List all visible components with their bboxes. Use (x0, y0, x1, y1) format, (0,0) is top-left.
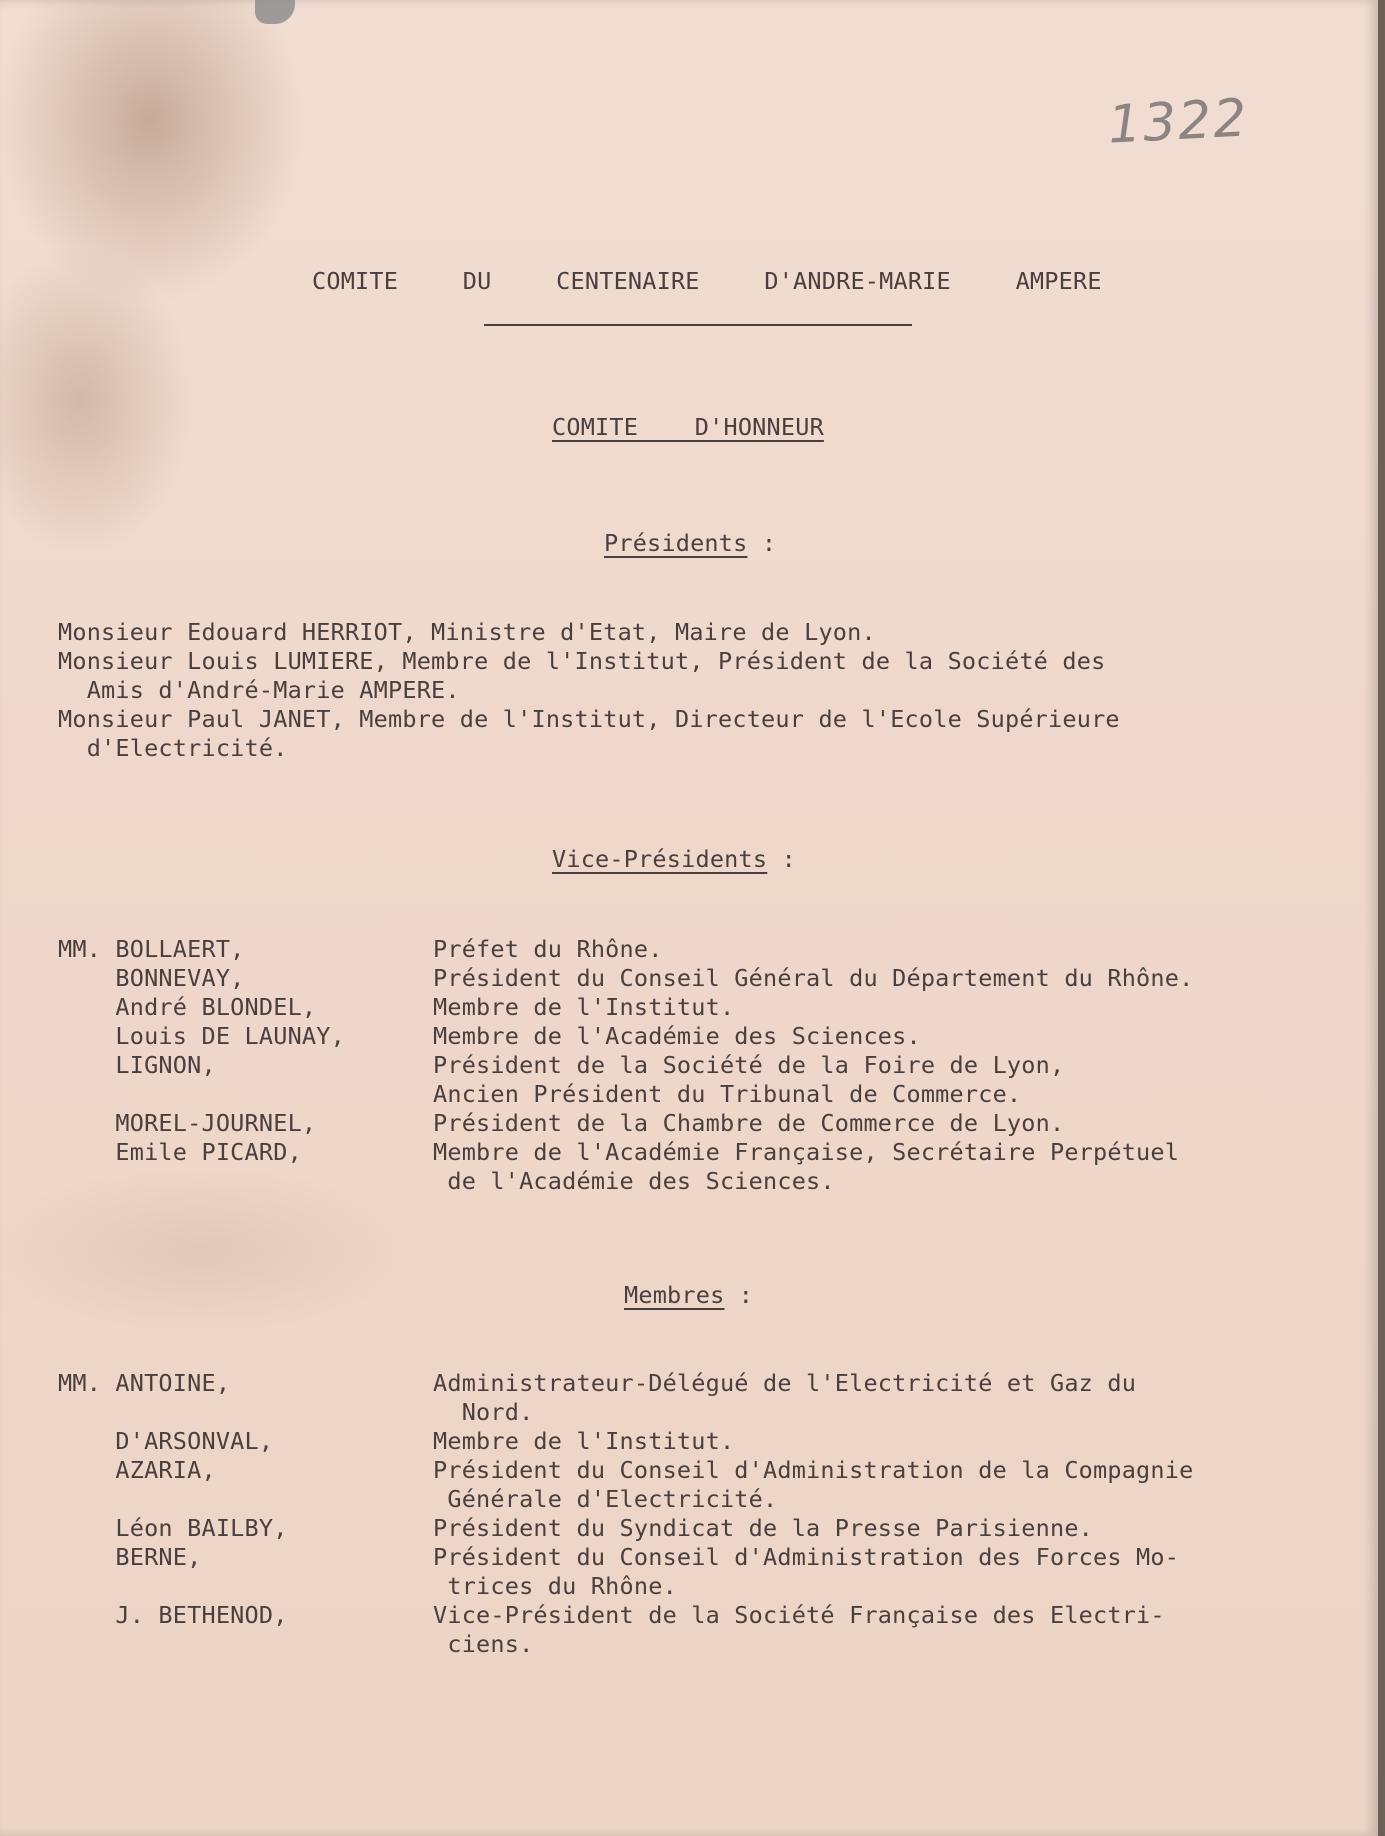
vice-president-role: Président de la Société de la Foire de Lyon, (433, 1051, 1065, 1079)
member-name: D'ARSONVAL, (58, 1427, 274, 1455)
vice-president-name: MM. BOLLAERT, (58, 935, 245, 963)
vice-president-role: Président du Conseil Général du Département du Rhône. (433, 964, 1194, 992)
member-role: Président du Conseil d'Administration de la Compagnie (433, 1456, 1194, 1484)
president-line: Monsieur Louis LUMIERE, Membre de l'Institut, Président de la Société des (58, 647, 1106, 675)
torn-corner (255, 0, 295, 24)
president-line: d'Electricité. (58, 734, 288, 762)
vice-president-name: BONNEVAY, (58, 964, 245, 992)
presidents-heading-wrap (604, 529, 777, 557)
vice-presidents-heading: Vice-Présidents (552, 845, 768, 873)
presidents-colon: : (761, 529, 777, 557)
committee-heading: COMITE D'HONNEUR (552, 413, 824, 441)
vice-president-role: de l'Académie des Sciences. (433, 1167, 835, 1195)
members-heading: Membres (624, 1281, 725, 1309)
vice-president-name: MOREL-JOURNEL, (58, 1109, 317, 1137)
member-name: MM. ANTOINE, (58, 1369, 231, 1397)
member-role: trices du Rhône. (433, 1572, 677, 1600)
member-role: ciens. (433, 1630, 534, 1658)
vice-presidents-colon: : (781, 845, 796, 873)
member-name: AZARIA, (58, 1456, 216, 1484)
vice-president-name: LIGNON, (58, 1051, 216, 1079)
vice-president-name: André BLONDEL, (58, 993, 317, 1021)
vice-president-role: Président de la Chambre de Commerce de Lyon. (433, 1109, 1065, 1137)
members-colon: : (738, 1281, 754, 1309)
document-title: COMITE DU CENTENAIRE D'ANDRE-MARIE AMPERE (312, 267, 1102, 295)
vice-president-name: Emile PICARD, (58, 1138, 302, 1166)
archive-number: 1322 (1106, 88, 1250, 156)
member-name: J. BETHENOD, (58, 1601, 288, 1629)
member-role: Nord. (433, 1398, 534, 1426)
vice-president-role: Membre de l'Académie Française, Secrétaire Perpétuel (433, 1138, 1180, 1166)
member-role: Générale d'Electricité. (433, 1485, 778, 1513)
president-line: Monsieur Edouard HERRIOT, Ministre d'Etat, Maire de Lyon. (58, 618, 876, 646)
title-rule (484, 324, 912, 326)
member-name: Léon BAILBY, (58, 1514, 288, 1542)
vice-president-role: Ancien Président du Tribunal de Commerce. (433, 1080, 1022, 1108)
vice-president-name: Louis DE LAUNAY, (58, 1022, 345, 1050)
president-line: Monsieur Paul JANET, Membre de l'Institut, Directeur de l'Ecole Supérieure (58, 705, 1120, 733)
member-role: Administrateur-Délégué de l'Electricité et Gaz du (433, 1369, 1137, 1397)
member-role: Membre de l'Institut. (433, 1427, 735, 1455)
vice-presidents-heading-wrap (552, 845, 796, 873)
vice-president-role: Préfet du Rhône. (433, 935, 663, 963)
president-line: Amis d'André-Marie AMPERE. (58, 676, 460, 704)
member-name: BERNE, (58, 1543, 202, 1571)
vice-president-role: Membre de l'Académie des Sciences. (433, 1022, 921, 1050)
member-role: Président du Syndicat de la Presse Parisienne. (433, 1514, 1094, 1542)
member-role: Président du Conseil d'Administration des Forces Mo- (433, 1543, 1180, 1571)
presidents-heading: Présidents (604, 529, 748, 557)
vice-president-role: Membre de l'Institut. (433, 993, 735, 1021)
member-role: Vice-Président de la Société Française des Electri- (433, 1601, 1165, 1629)
members-heading-wrap (624, 1281, 754, 1309)
